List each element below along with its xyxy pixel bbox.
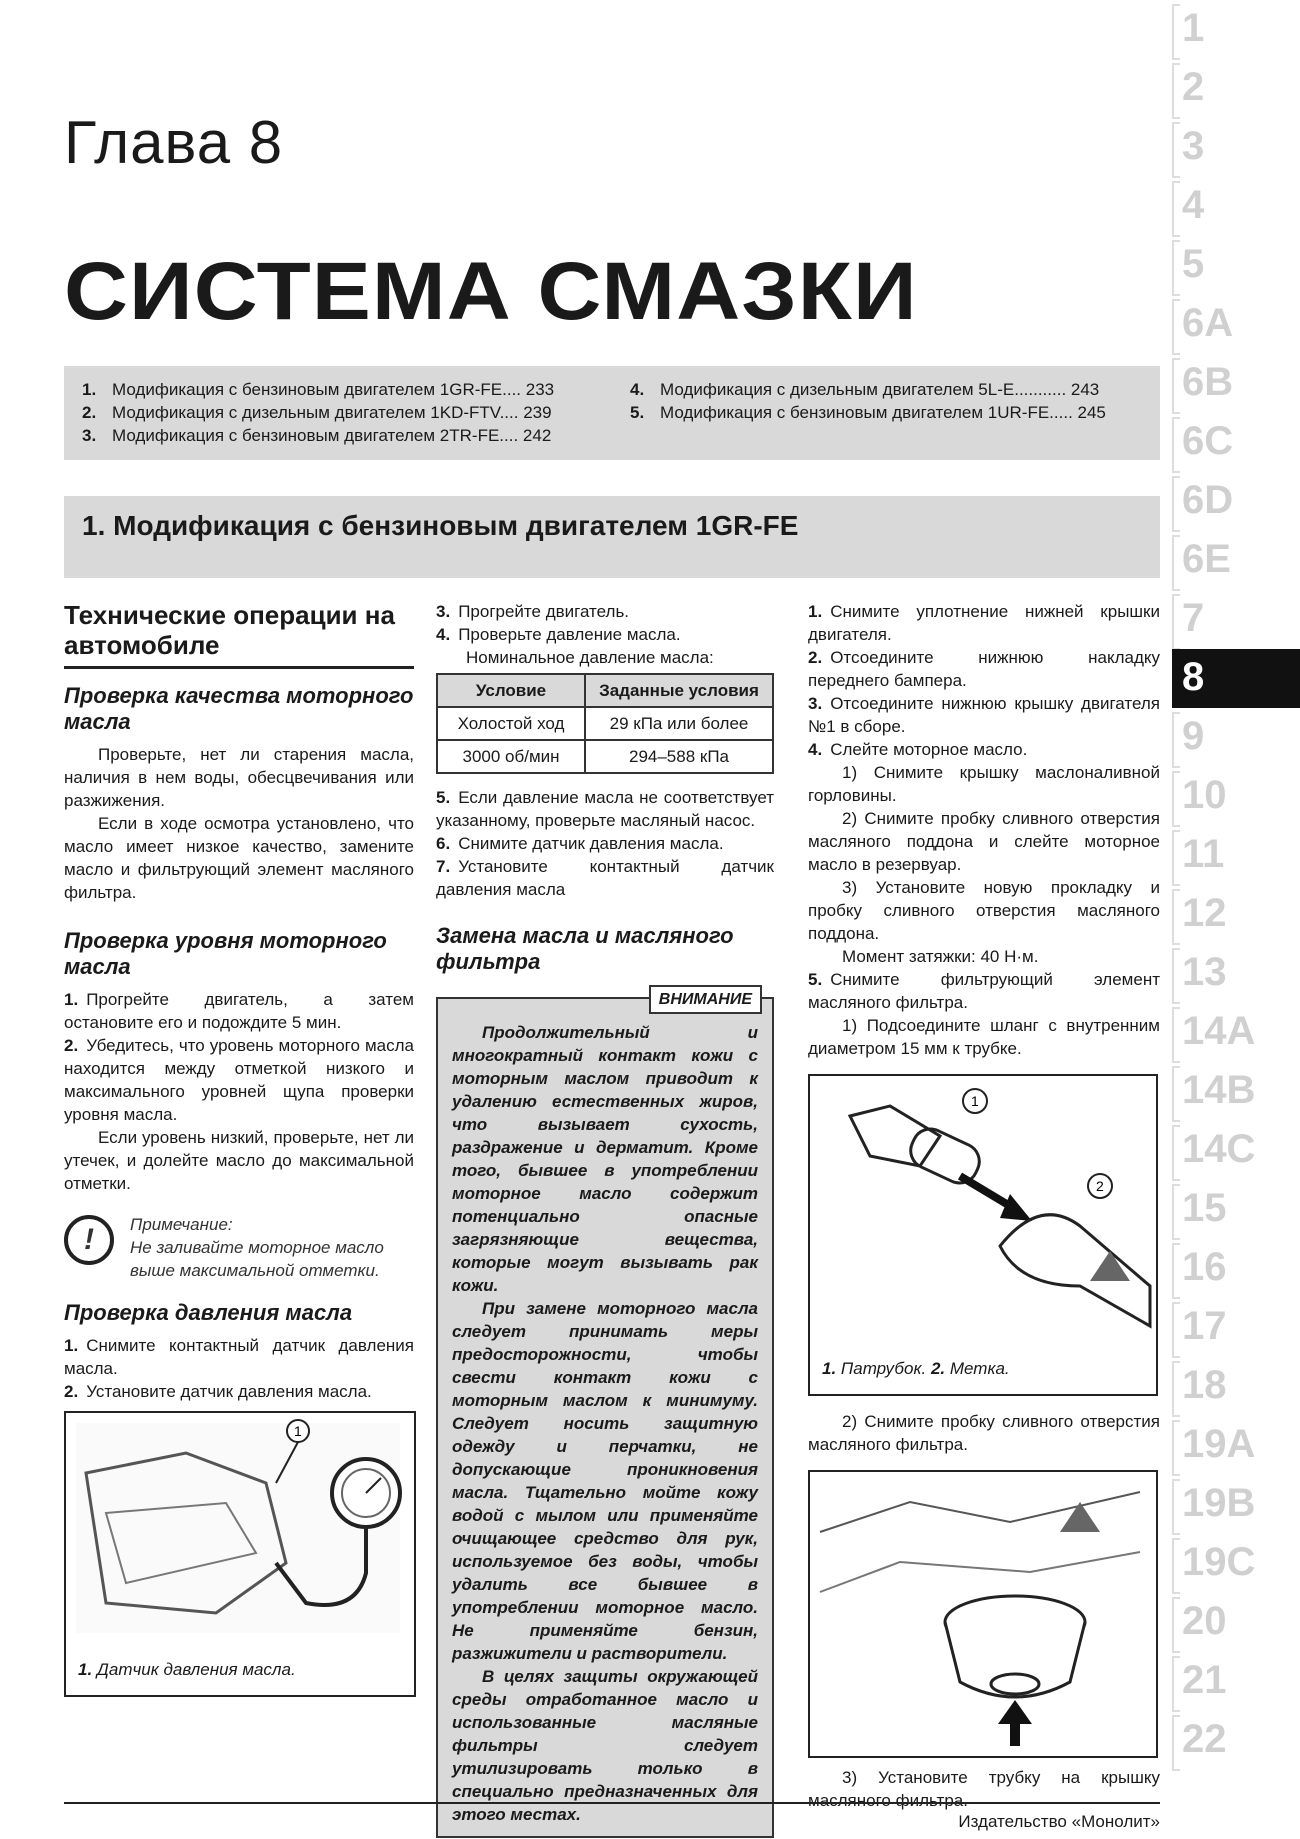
note-title: Примечание:: [130, 1215, 233, 1234]
chapter-tab-17[interactable]: [1172, 1298, 1300, 1357]
tab-label: 22: [1182, 1717, 1227, 1761]
substep: 2) Снимите пробку сливного отверстия масляного фильтра.: [808, 1412, 1160, 1454]
chapter-tab-19c[interactable]: [1172, 1534, 1300, 1593]
chapter-tab-8[interactable]: [1172, 649, 1300, 708]
chapter-tab-14b[interactable]: [1172, 1062, 1300, 1121]
list-item: 1. Снимите уплотнение нижней крышки двигателя.: [808, 602, 1160, 644]
chapter-tab-18[interactable]: [1172, 1357, 1300, 1416]
callout-1: 1: [971, 1093, 979, 1109]
chapter-tab-19a[interactable]: [1172, 1416, 1300, 1475]
torque-spec: Момент затяжки: 40 Н·м.: [842, 947, 1039, 966]
callout-2: 2: [1096, 1178, 1104, 1194]
engine-illustration: [66, 1413, 410, 1643]
footer-divider: [64, 1802, 1160, 1804]
tab-label: 16: [1182, 1245, 1227, 1289]
tab-label: 6D: [1182, 478, 1234, 522]
warning-paragraph: Продолжительный и многократный контакт кожи с моторным маслом приводит к удалению естественных жиров, что вызывает сухость, раздражение и дерматит. Кроме того, бывшее в употреблении моторное масло содержит потенциально опасные загрязняющие вещества, которые могут вызывать рак кожи.: [452, 1023, 758, 1295]
chapter-tab-10[interactable]: [1172, 767, 1300, 826]
list-item: 1. Прогрейте двигатель, а затем остановите его и подождите 5 мин.: [64, 990, 414, 1032]
substep: 1) Снимите крышку маслоналивной горловины.: [808, 763, 1160, 805]
tab-label: 4: [1182, 183, 1205, 227]
note: [64, 1213, 414, 1282]
publisher: Издательство «Монолит»: [958, 1812, 1160, 1831]
divider: [64, 666, 414, 669]
heading-oil-pressure: Проверка давления масла: [64, 1300, 353, 1325]
tab-label: 6E: [1182, 537, 1231, 581]
tab-label: 13: [1182, 950, 1227, 994]
tab-label: 6A: [1182, 301, 1234, 345]
paragraph: Если уровень низкий, проверьте, нет ли утечек, и долейте масло до максимальной отметки.: [64, 1128, 414, 1193]
paragraph: Если в ходе осмотра установлено, что масло имеет низкое качество, замените масло и фильтрующий элемент масляного фильтра.: [64, 814, 414, 902]
list-item: 2. Установите датчик давления масла.: [64, 1382, 372, 1401]
list-item: 1. Снимите контактный датчик давления масла.: [64, 1336, 414, 1378]
list-item: 5. Если давление масла не соответствует указанному, проверьте масляный насос.: [436, 788, 774, 830]
list-item: 2. Убедитесь, что уровень моторного масла находится между отметкой низкого и максимального уровней щупа проверки уровня масла.: [64, 1036, 414, 1124]
chapter-tab-13[interactable]: [1172, 944, 1300, 1003]
tab-label: 6C: [1182, 419, 1234, 463]
tab-label: 7: [1182, 596, 1205, 640]
tab-label: 14B: [1182, 1068, 1256, 1112]
chapter-tab-12[interactable]: [1172, 885, 1300, 944]
tab-label: 2: [1182, 65, 1205, 109]
column-2: [436, 600, 774, 1838]
chapter-tab-3[interactable]: [1172, 118, 1300, 177]
table-intro: Номинальное давление масла:: [466, 648, 714, 667]
list-item: 2. Отсоедините нижнюю накладку переднего бампера.: [808, 648, 1160, 690]
warning-tag: ВНИМАНИЕ: [649, 985, 762, 1014]
warning-box: [436, 991, 774, 1838]
table-header: Заданные условия: [585, 674, 773, 707]
toc-item[interactable]: 2. Модификация с дизельным двигателем 1KD-FTV.... 239: [82, 403, 552, 422]
chapter-tab-7[interactable]: [1172, 590, 1300, 649]
substep: 2) Снимите пробку сливного отверстия масляного поддона и слейте моторное масло в резервуар.: [808, 809, 1160, 874]
toc-item[interactable]: 4. Модификация с дизельным двигателем 5L-E........... 243: [630, 380, 1100, 399]
tab-label: 11: [1182, 832, 1225, 876]
pipe-illustration: [810, 1076, 1152, 1336]
tab-label: 18: [1182, 1363, 1227, 1407]
chapter-tab-9[interactable]: [1172, 708, 1300, 767]
paragraph: Проверьте, нет ли старения масла, наличия в нем воды, обесцвечивания или разжижения.: [64, 745, 414, 810]
tab-label: 3: [1182, 124, 1205, 168]
column-1: [64, 600, 414, 1697]
toc-item[interactable]: 5. Модификация с бензиновым двигателем 1UR-FE..... 245: [630, 403, 1106, 422]
toc-item[interactable]: 1. Модификация с бензиновым двигателем 1GR-FE.... 233: [82, 380, 555, 399]
list-item: 6. Снимите датчик давления масла.: [436, 834, 724, 853]
tab-label: 15: [1182, 1186, 1227, 1230]
table-header: Условие: [437, 674, 585, 707]
tab-label: 19C: [1182, 1540, 1256, 1584]
tab-label: 21: [1182, 1658, 1227, 1702]
substep: 1) Подсоедините шланг с внутренним диаметром 15 мм к трубке.: [808, 1016, 1160, 1058]
list-item: 4. Слейте моторное масло.: [808, 740, 1028, 759]
list-item: 3. Прогрейте двигатель.: [436, 602, 630, 621]
chapter-tabs: [1172, 0, 1300, 1770]
tab-label: 1: [1182, 6, 1205, 50]
chapter-tab-6c[interactable]: [1172, 413, 1300, 472]
chapter-tab-2[interactable]: [1172, 59, 1300, 118]
chapter-tab-6a[interactable]: [1172, 295, 1300, 354]
chapter-tab-19b[interactable]: [1172, 1475, 1300, 1534]
column-3: [808, 600, 1160, 1812]
tab-label: 5: [1182, 242, 1205, 286]
table-of-contents: [64, 366, 1160, 460]
note-text: Не заливайте моторное масло выше максимальной отметки.: [130, 1238, 384, 1280]
tab-label: 19A: [1182, 1422, 1256, 1466]
section-heading: 1. Модификация с бензиновым двигателем 1GR-FE: [82, 510, 799, 541]
chapter-tab-4[interactable]: [1172, 177, 1300, 236]
subsection-title: Технические операции на автомобиле: [64, 600, 395, 660]
chapter-tab-21[interactable]: [1172, 1652, 1300, 1711]
table-row: Холостой ход 29 кПа или более: [437, 707, 773, 740]
list-item: 4. Проверьте давление масла.: [436, 625, 681, 644]
chapter-tab-6d[interactable]: [1172, 472, 1300, 531]
heading-oil-change: Замена масла и масляного фильтра: [436, 923, 734, 974]
tab-label: 14C: [1182, 1127, 1256, 1171]
table-row: 3000 об/мин 294–588 кПа: [437, 740, 773, 773]
chapter-tab-16[interactable]: [1172, 1239, 1300, 1298]
filter-illustration: [810, 1472, 1152, 1752]
exclamation-icon: !: [64, 1215, 114, 1265]
chapter-tab-22[interactable]: [1172, 1711, 1300, 1770]
list-item: 7. Установите контактный датчик давления масла: [436, 857, 774, 899]
tab-label: 9: [1182, 714, 1205, 758]
callout-1: 1: [294, 1423, 302, 1439]
chapter-tab-5[interactable]: [1172, 236, 1300, 295]
chapter-tab-20[interactable]: [1172, 1593, 1300, 1652]
chapter-tab-14a[interactable]: [1172, 1003, 1300, 1062]
warning-paragraph: В целях защиты окружающей среды отработанное масло и использованные масляные фильтры следует утилизировать только в специально предназначенных для этого местах.: [452, 1667, 758, 1824]
figure-hose-connection: [808, 1074, 1158, 1396]
heading-oil-quality: Проверка качества моторного масла: [64, 683, 414, 734]
warning-paragraph: При замене моторного масла следует принимать меры предосторожности, чтобы свести контакт кожи с моторным маслом к минимуму. Следует носить защитную одежду и перчатки, не допускающие проникновения масла. Тщательно мойте кожу водой с мылом или применяйте очищающее средство для рук, используемое без воды, чтобы удалить все бывшее в употреблении моторное масло. Не применяйте бензин, разжижители и растворители.: [452, 1299, 758, 1663]
substep: 3) Установите трубку на крышку масляного фильтра.: [808, 1768, 1160, 1810]
tab-label: 10: [1182, 773, 1227, 817]
chapter-label: Глава 8: [64, 109, 284, 176]
substep: 3) Установите новую прокладку и пробку сливного отверстия масляного поддона.: [808, 878, 1160, 943]
list-item: 3. Отсоедините нижнюю крышку двигателя №1 в сборе.: [808, 694, 1160, 736]
chapter-tab-1[interactable]: [1172, 0, 1300, 59]
tab-label: 6B: [1182, 360, 1234, 404]
heading-oil-level: Проверка уровня моторного масла: [64, 928, 387, 979]
tab-label: 17: [1182, 1304, 1227, 1348]
figure-caption: 1. Патрубок. 2. Метка.: [822, 1359, 1010, 1378]
figure-oil-filter: [808, 1470, 1158, 1758]
list-item: 5. Снимите фильтрующий элемент масляного фильтра.: [808, 970, 1160, 1012]
oil-pressure-table: [436, 673, 774, 774]
chapter-tab-15[interactable]: [1172, 1180, 1300, 1239]
tab-label: 14A: [1182, 1009, 1256, 1053]
figure-caption: 1. Датчик давления масла.: [78, 1660, 296, 1679]
chapter-title: СИСТЕМА СМАЗКИ: [64, 246, 918, 337]
tab-label: 19B: [1182, 1481, 1256, 1525]
tab-label: 12: [1182, 891, 1227, 935]
chapter-tab-11[interactable]: [1172, 826, 1300, 885]
tab-label: 20: [1182, 1599, 1227, 1643]
toc-item[interactable]: 3. Модификация с бензиновым двигателем 2TR-FE.... 242: [82, 426, 552, 445]
chapter-tab-14c[interactable]: [1172, 1121, 1300, 1180]
chapter-tab-6e[interactable]: [1172, 531, 1300, 590]
tab-label: 8: [1182, 655, 1205, 699]
chapter-tab-6b[interactable]: [1172, 354, 1300, 413]
figure-pressure-gauge: [64, 1411, 416, 1697]
